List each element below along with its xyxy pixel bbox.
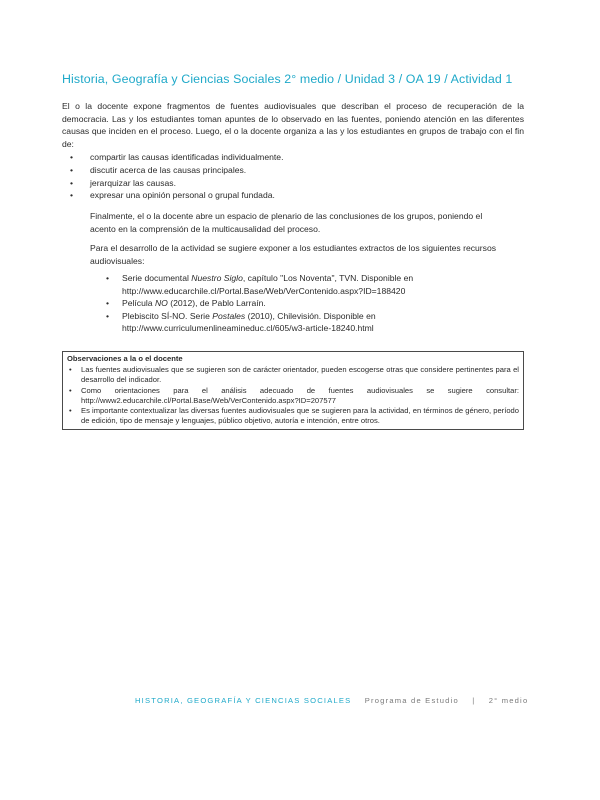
task-item: • compartir las causas identificadas individualmente. — [90, 151, 524, 164]
task-item: • discutir acerca de las causas principales. — [90, 164, 524, 177]
footer-separator: | — [472, 696, 476, 705]
closing-paragraph: Finalmente, el o la docente abre un espacio de plenario de las conclusiones de los grupos, poniendo el acento en la comprensión de la multicausalidad del proceso. — [90, 211, 483, 234]
resource-link-text[interactable]: (2010), Chilevisión. Disponible en http://www.curriculumenlineamineduc.cl/605/w3-article-18240.html — [122, 310, 376, 334]
intro-section — [62, 100, 524, 202]
observation-item: • Es importante contextualizar las diversas fuentes audiovisuales que se sugieren para la actividad, en términos de género, período de edición, tipo de mensaje y lenguajes, público objetivo, autoría e intención, entre otros. — [81, 406, 519, 426]
observations-title: Observaciones a la o el docente — [67, 354, 183, 363]
resource-item — [122, 297, 542, 310]
resource-text: Serie documental — [122, 273, 192, 283]
footer-grade: 2° medio — [488, 696, 529, 705]
resource-item — [122, 272, 542, 297]
resource-text: Plebiscito SÍ-NO. Serie — [122, 310, 213, 321]
teacher-observations-box — [62, 351, 524, 430]
resource-title: Postales — [212, 310, 246, 321]
footer-program: Programa de Estudio — [364, 696, 459, 705]
resource-title: NO — [154, 298, 168, 309]
page-title: Historia, Geografía y Ciencias Sociales 2° medio / Unidad 3 / OA 19 / Actividad 1 — [62, 72, 513, 86]
task-item: • expresar una opinión personal o grupal fundada. — [90, 189, 524, 202]
page-footer — [135, 696, 538, 705]
observation-item[interactable]: • Como orientaciones para el análisis adecuado de fuentes audiovisuales se sugiere consultar: http://www2.educarchile.cl/Portal.Base/Web/VerContenido.aspx?ID=207577 — [81, 386, 519, 406]
resource-title: Nuestro Siglo — [191, 273, 243, 283]
observations-list — [67, 365, 519, 426]
resources-intro-paragraph: Para el desarrollo de la actividad se sugiere exponer a los estudiantes extractos de los siguientes recursos audiovisuales: — [90, 243, 497, 266]
footer-subject: HISTORIA, GEOGRAFÍA Y CIENCIAS SOCIALES — [135, 696, 352, 705]
resource-link-text[interactable]: , capítulo "Los Noventa", TVN. Disponible en http://www.educarchile.cl/Portal.Base/Web/VerContenido.aspx?ID=188420 — [122, 273, 414, 296]
task-list — [62, 151, 524, 201]
task-item: • jerarquizar las causas. — [90, 177, 524, 190]
resource-text: Película — [122, 298, 155, 309]
resource-item — [122, 310, 542, 335]
observation-item: • Las fuentes audiovisuales que se sugieren son de carácter orientador, pueden escogerse otras que considere pertinentes para el desarrollo del indicador. — [81, 365, 519, 385]
resource-text: (2012), de Pablo Larraín. — [167, 298, 266, 309]
intro-paragraph: El o la docente expone fragmentos de fuentes audiovisuales que describan el proceso de recuperación de la democracia. Las y los estudiantes toman apuntes de lo observado en las fuentes, poniendo atención en las diferentes causas que inciden en el proceso. Luego, el o la docente organiza a las y los estudiantes en grupos de trabajo con el fin de: — [62, 101, 524, 149]
resources-list — [90, 272, 542, 335]
